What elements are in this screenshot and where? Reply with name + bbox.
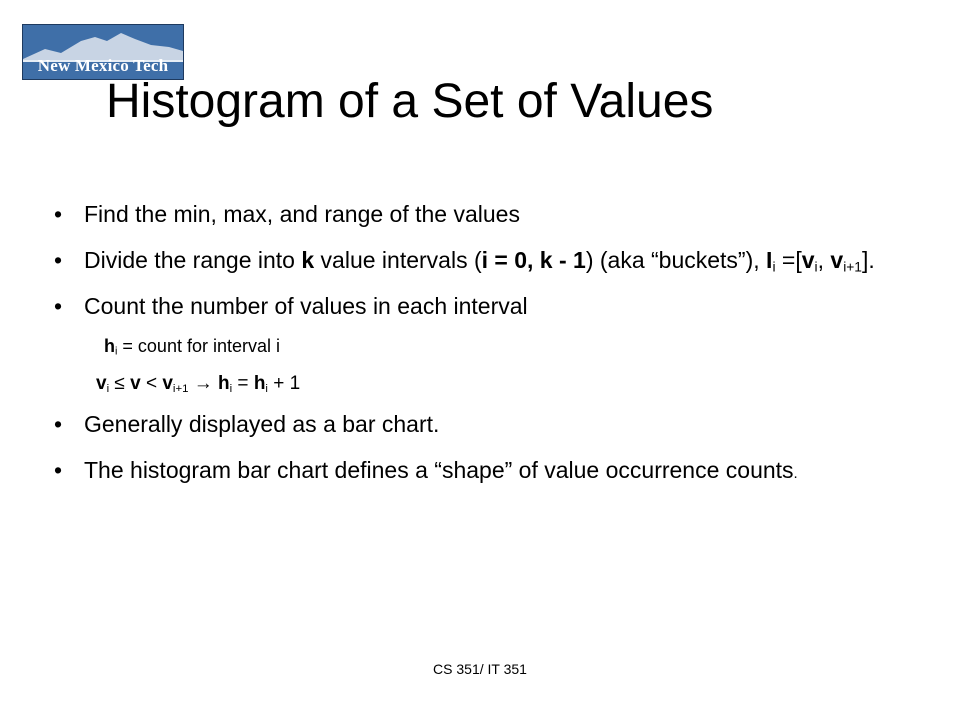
bullet-text: value intervals ( xyxy=(314,247,482,273)
bullet-text: , xyxy=(817,247,831,273)
bullet-bar-chart: • Generally displayed as a bar chart. xyxy=(48,410,908,438)
sub-text: = count for interval i xyxy=(117,336,280,356)
bullet-text: =[ xyxy=(775,247,802,273)
sub-item-count-definition xyxy=(104,334,908,358)
v-symbol: v xyxy=(96,373,107,394)
v-symbol: v xyxy=(162,373,173,394)
subscript: i xyxy=(772,259,776,275)
bullet-text: Divide the range into xyxy=(84,247,302,273)
h-symbol: h xyxy=(104,336,115,356)
subscript: i xyxy=(229,382,233,395)
bullet-text: . xyxy=(793,465,798,482)
h-symbol: h xyxy=(253,373,266,394)
sub-text: = xyxy=(232,373,254,394)
subscript: i xyxy=(115,345,118,358)
new-mexico-tech-logo xyxy=(22,24,184,80)
bullet-text: ]. xyxy=(861,247,875,273)
interval-symbol: I xyxy=(766,247,773,273)
bullet-find-min-max: • Find the min, max, and range of the values xyxy=(48,200,908,228)
logo-text: New Mexico Tech xyxy=(37,56,169,75)
subscript: i+1 xyxy=(172,382,189,395)
arrow-icon: → xyxy=(188,373,219,394)
k-symbol: k xyxy=(301,247,315,273)
v-symbol: v xyxy=(830,247,844,273)
bullet-shape xyxy=(48,456,908,488)
h-symbol: h xyxy=(218,373,230,394)
subscript: i+1 xyxy=(843,259,862,275)
v-symbol: v xyxy=(130,373,141,394)
subscript: i xyxy=(814,259,818,275)
bullet-text: ) (aka “buckets”), xyxy=(585,247,767,273)
sub-text: ≤ xyxy=(109,373,131,394)
subscript: i xyxy=(265,382,268,395)
slide-footer: CS 351/ IT 351 xyxy=(433,661,527,677)
subscript: i xyxy=(106,382,110,395)
bullet-count-values: • Count the number of values in each interval xyxy=(48,292,908,320)
bullet-list xyxy=(48,200,908,506)
index-range: i = 0, k - 1 xyxy=(481,247,586,273)
slide-title: Histogram of a Set of Values xyxy=(106,75,714,128)
sub-item-increment-rule xyxy=(96,372,908,396)
sub-text: < xyxy=(140,373,163,394)
bullet-text: The histogram bar chart defines a “shape” of value occurrence counts xyxy=(84,457,794,483)
v-symbol: v xyxy=(801,247,815,273)
sub-text: + 1 xyxy=(267,373,301,394)
bullet-divide-range xyxy=(48,246,908,274)
